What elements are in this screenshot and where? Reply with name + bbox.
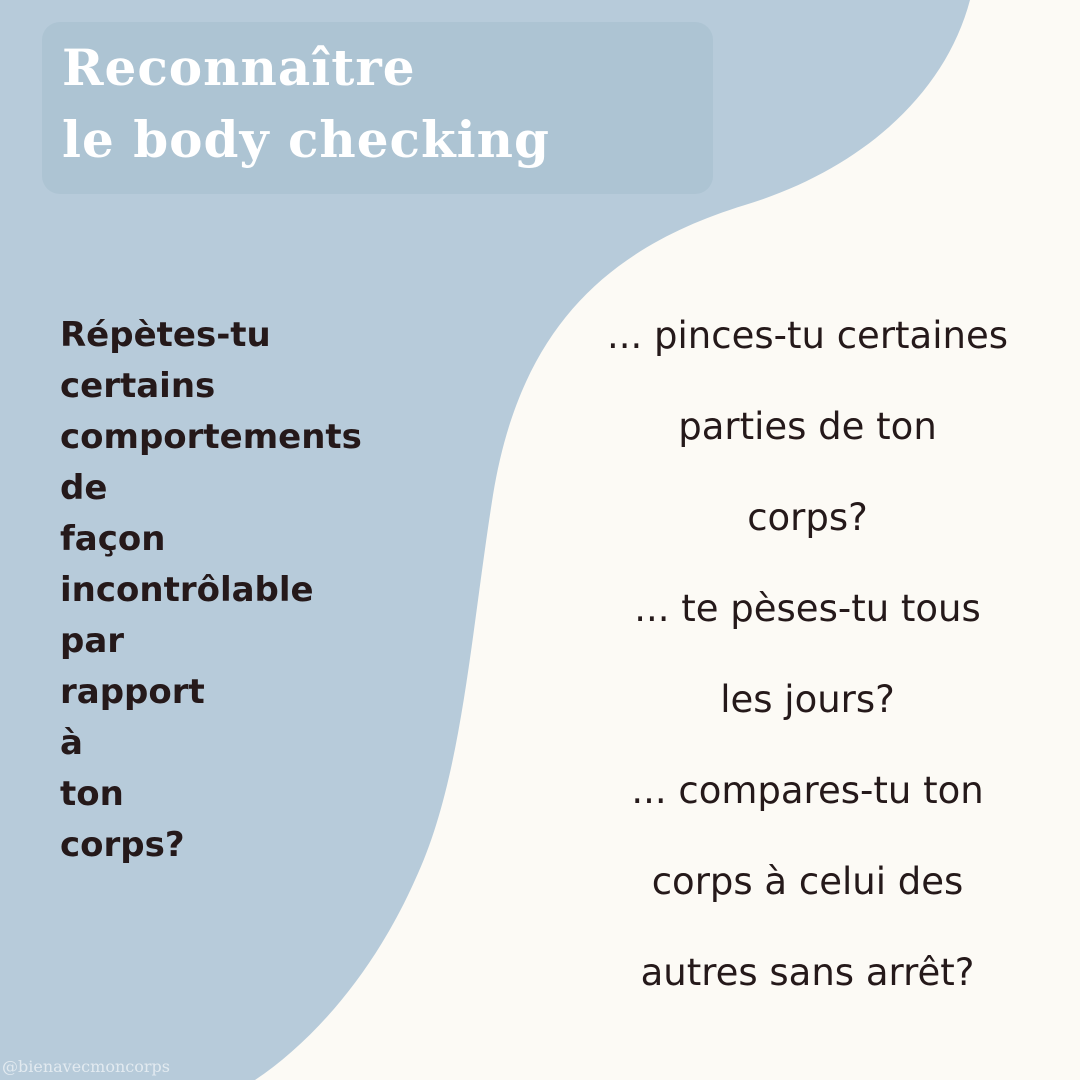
- question-text: [60, 310, 440, 871]
- question-line: de: [60, 468, 108, 508]
- examples-text: [555, 290, 1060, 1018]
- example-line: ... te pèses-tu tous: [634, 587, 981, 630]
- title-line-2: le body checking: [62, 110, 550, 169]
- question-line: rapport: [60, 672, 205, 712]
- example-line: ... compares-tu ton: [631, 769, 984, 812]
- question-line: façon: [60, 519, 166, 559]
- example-line: corps à celui des: [651, 860, 964, 903]
- example-line: parties de ton: [678, 405, 937, 448]
- example-line: corps?: [747, 496, 868, 539]
- question-line: ton: [60, 774, 124, 814]
- question-line: par: [60, 621, 125, 661]
- example-line: ... pinces-tu certaines: [607, 314, 1008, 357]
- question-line: incontrôlable: [60, 570, 314, 610]
- question-line: comportements: [60, 417, 362, 457]
- question-line: corps?: [60, 825, 185, 865]
- watermark: @bienavecmoncorps: [2, 1057, 170, 1076]
- example-line: autres sans arrêt?: [640, 951, 975, 994]
- title-line-1: Reconnaître: [62, 38, 416, 97]
- example-line: les jours?: [720, 678, 895, 721]
- question-line: Répètes-tu: [60, 315, 271, 355]
- question-line: certains: [60, 366, 216, 406]
- question-line: à: [60, 723, 83, 763]
